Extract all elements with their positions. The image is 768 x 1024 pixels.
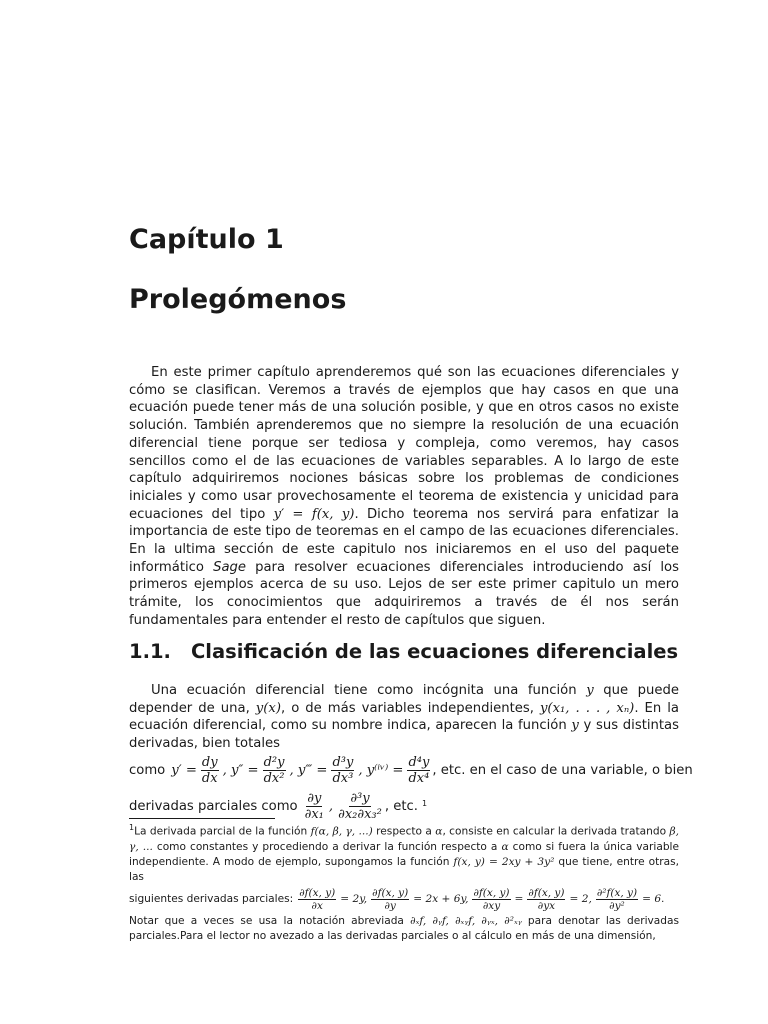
footnote-mark: 1 [129,823,135,832]
numerator: d²y [263,755,285,771]
denominator: ∂xy [482,900,501,913]
footnote [129,820,679,944]
section-text: Una ecuación diferencial tiene como incógnita una función [151,683,587,698]
intro-math-1: y′ = f(x, y) [273,506,355,522]
numerator: ∂f(x, y) [528,887,565,900]
numerator: ∂y [307,791,322,807]
footnote-eq-value: = 2x + 6y, [413,893,469,906]
footnote-math: α [501,840,509,853]
partials-lead-text: derivadas parciales como [129,798,298,814]
fraction [472,887,510,912]
chapter-label: Capítulo 1 [129,224,284,255]
footnote-text: , consiste en calcular la derivada tratando [442,825,670,838]
fraction [407,755,430,786]
footnote-math: β, γ, ... [129,825,679,853]
section-body [129,682,693,825]
section-math: y(x₁, . . . , xₙ) [539,700,635,716]
footnote-derivatives-row [129,886,679,914]
section-heading [129,640,678,663]
footnote-deriv-lead: siguientes derivadas parciales: [129,893,294,906]
section-text: , o de más variables independientes, [280,700,540,716]
chapter-title: Prolegómenos [129,284,347,315]
denominator: ∂y² [609,900,625,913]
partials-row: derivadas parciales como $\frac{\partial y}{\text{∂x₁}}$ , $\frac{\text{∂³y}}{\text{∂x₂∂x₃²}}$ , etc. $^1$ [129,791,428,823]
numerator: d³y [332,755,354,771]
denominator: dx² [263,771,285,787]
section-number: 1.1. [129,640,171,663]
section-math: y [571,718,579,734]
footnote-text: Notar que a veces se usa la notación abreviada [129,914,411,927]
intro-paragraph [129,364,679,630]
footnote-rule [129,818,275,819]
footnote-reference: 1 [421,798,428,808]
fraction [371,887,409,912]
section-text: y sus distintas derivadas, bien totales [129,718,680,752]
como-text: como [129,762,166,778]
denominator: ∂x₂∂x₃² [338,807,382,823]
intro-software-name: Sage [213,559,247,575]
fraction [263,755,286,786]
footnote-eq-value: = 2y, [340,893,368,906]
equation-lhs: , y⁽ⁱᵛ⁾ = [358,762,404,778]
section-math: y [586,683,594,698]
intro-text-2: . Dicho teorema nos servirá para enfatizar la importancia de este tipo de teoremas en el campo de las ecuaciones diferenciales. En la ultima sección de este capitulo nos iniciaremos en el uso del paquete informático [129,506,679,575]
footnote-text: que tiene, entre otras, las [129,856,680,884]
numerator: ∂²f(x, y) [596,887,638,900]
footnote-math: ∂ₓf, ∂ᵧf, ∂ₓᵧf, ∂ᵧₓ, ∂²ₓᵧ [410,914,522,927]
numerator: d⁴y [408,755,430,771]
numerator: dy [201,755,218,771]
footnote-text: como constantes y procediendo a derivar la función respecto a [152,840,502,853]
fraction [304,791,325,822]
intro-text-3: para resolver ecuaciones diferenciales introduciendo así los primeros ejemplos acerca de su uso. Lejos de ser este primer capitulo un mero trámite, los conocimientos que adquiriremos a través de él nos serán fundamentales para entender el resto de capítulos que siguen. [129,559,679,628]
derivatives-row [129,753,693,789]
footnote-math: f(α, β, γ, ...) [310,825,373,838]
fraction [298,887,336,912]
section-text: . En la ecuación diferencial, como su nombre indica, aparecen la función [129,700,679,734]
denominator: dx [201,771,218,787]
equation-lhs: y′ = [171,762,197,778]
denominator: ∂yx [537,900,556,913]
footnote-text: como si fuera la única variable independiente. A modo de ejemplo, supongamos la función [129,840,680,869]
section-text: que puede depender de una, [129,683,679,716]
section-math: y(x) [255,700,281,716]
footnote-math: f(x, y) = 2xy + 3y² [453,856,555,869]
denominator: ∂x₁ [304,807,324,823]
footnote-text: respecto a [372,825,436,838]
footnote-eq-value: = 2, [569,893,592,906]
denominator: ∂y [384,900,396,913]
fraction [337,791,383,822]
section-title: Clasificación de las ecuaciones diferenciales [191,640,679,663]
numerator: ∂f(x, y) [473,887,510,900]
footnote-eq-value: = [514,893,524,906]
numerator: ∂³y [350,791,370,807]
intro-text-1: En este primer capítulo aprenderemos qué son las ecuaciones diferenciales y cómo se clasifican. Veremos a través de ejemplos que hay casos en que una ecuación puede tener más de una solución posible, y que en otros casos no existe solución. También aprenderemos que no siempre la resolución de una ecuación diferencial tiene porque ser tediosa y compleja, como veremos, hay casos sencillos como el de las ecuaciones de variables separables. A lo largo de este capítulo adquiriremos nociones básicas sobre los problemas de condiciones iniciales y como usar provechosamente el teorema de existencia y unicidad para ecuaciones del tipo [129,365,679,522]
partials-tail-text: , etc. [384,798,418,814]
denominator: dx³ [332,771,354,787]
denominator: dx⁴ [408,771,430,787]
numerator: ∂f(x, y) [299,887,336,900]
fraction [596,887,638,912]
fraction [527,887,565,912]
equation-lhs: , y‴ = [289,762,328,778]
equation-lhs: , y″ = [222,762,259,778]
footnote-text: La derivada parcial de la función [134,825,311,838]
denominator: ∂x [311,900,323,913]
derivatives-tail-text: , etc. en el caso de una variable, o bien [432,762,693,778]
fraction [331,755,354,786]
fraction [201,755,219,786]
footnote-eq-value: = 6. [642,893,665,906]
footnote-text: para denotar las derivadas parciales.Para el lector no avezado a las derivadas parciales o al cálculo en más de una dimensión, [129,914,680,943]
footnote-math: α [435,825,443,838]
numerator: ∂f(x, y) [372,887,409,900]
